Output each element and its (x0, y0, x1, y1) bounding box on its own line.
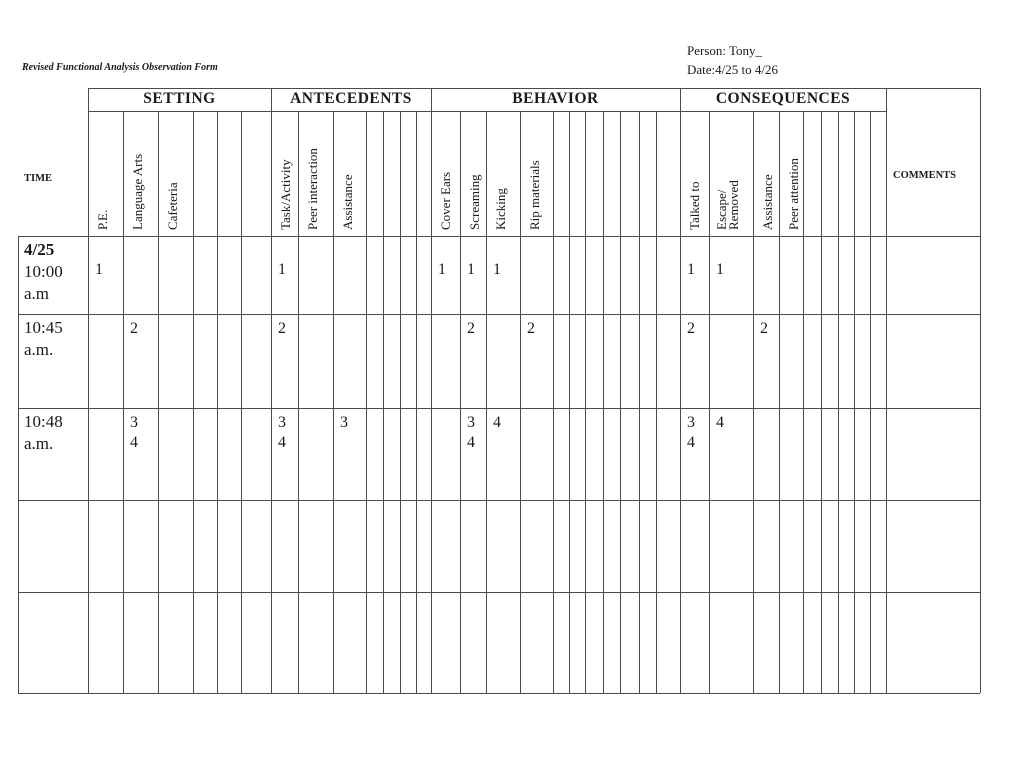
entry-talked-to: 3 4 (687, 414, 695, 451)
column-divider (620, 111, 621, 693)
column-divider (416, 111, 417, 693)
column-divider (639, 111, 640, 693)
entry-assistance-antecedent: 3 (340, 414, 348, 431)
group-header-consequences: CONSEQUENCES (715, 90, 851, 107)
row-time: 10:00 a.m (24, 262, 63, 303)
entry-pe: 1 (95, 261, 103, 278)
column-label-consequences-0: Talked to (687, 181, 702, 230)
column-label-consequences-2: Assistance (760, 174, 775, 230)
row-divider (18, 500, 980, 501)
column-divider (553, 111, 554, 693)
row-divider (18, 693, 980, 694)
column-divider (680, 88, 681, 693)
column-divider (333, 111, 334, 693)
column-label-behavior-2: Kicking (493, 188, 508, 230)
entry-task-activity: 1 (278, 261, 286, 278)
entry-screaming: 2 (467, 320, 475, 337)
row-time: 10:48 a.m. (24, 412, 63, 453)
person-field: Person: Tony_ (687, 43, 763, 58)
form-title: Revised Functional Analysis Observation Form (22, 62, 218, 73)
entry-task-activity: 3 4 (278, 414, 286, 451)
row-time: 10:45 a.m. (24, 318, 63, 359)
column-divider (821, 111, 822, 693)
column-divider (431, 88, 432, 693)
group-header-setting: SETTING (143, 90, 216, 107)
column-divider (886, 88, 887, 693)
group-header-antecedents: ANTECEDENTS (290, 90, 412, 107)
entry-language-arts: 3 4 (130, 414, 138, 451)
entry-screaming: 1 (467, 261, 475, 278)
column-divider (88, 88, 89, 693)
column-divider (271, 88, 272, 693)
column-divider (400, 111, 401, 693)
column-label-setting-2: Cafeteria (165, 182, 180, 230)
column-label-antecedents-2: Assistance (340, 174, 355, 230)
row-divider (18, 314, 980, 315)
comments-header: COMMENTS (893, 170, 956, 181)
column-divider (779, 111, 780, 693)
column-label-setting-1: Language Arts (130, 153, 145, 230)
column-divider (298, 111, 299, 693)
column-label-antecedents-0: Task/Activity (278, 159, 293, 230)
group-header-underline (271, 111, 431, 112)
entry-kicking: 4 (493, 414, 501, 431)
column-divider (366, 111, 367, 693)
column-divider (656, 111, 657, 693)
group-header-underline (680, 111, 886, 112)
column-label-behavior-0: Cover Ears (438, 171, 453, 230)
column-divider (753, 111, 754, 693)
column-divider (158, 111, 159, 693)
group-header-behavior: BEHAVIOR (512, 90, 599, 107)
column-label-behavior-1: Screaming (467, 174, 482, 230)
column-divider (18, 236, 19, 693)
column-label-consequences-3: Peer attention (786, 158, 801, 230)
column-divider (460, 111, 461, 693)
column-divider (193, 111, 194, 693)
group-header-underline (431, 111, 680, 112)
time-header: TIME (24, 173, 53, 184)
column-divider (838, 111, 839, 693)
column-label-consequences-1: Escape/ Removed (714, 180, 741, 230)
column-divider (854, 111, 855, 693)
entry-escape-removed: 4 (716, 414, 724, 431)
column-divider (870, 111, 871, 693)
column-divider (709, 111, 710, 693)
row-date: 4/25 (24, 240, 55, 259)
column-divider (520, 111, 521, 693)
row-divider (18, 408, 980, 409)
column-divider (980, 88, 981, 693)
group-header-underline (88, 111, 271, 112)
entry-escape-removed: 1 (716, 261, 724, 278)
column-label-setting-0: P.E. (95, 209, 110, 230)
column-divider (585, 111, 586, 693)
column-divider (603, 111, 604, 693)
entry-language-arts: 2 (130, 320, 138, 337)
entry-screaming: 3 4 (467, 414, 475, 451)
entry-talked-to: 2 (687, 320, 695, 337)
entry-kicking: 1 (493, 261, 501, 278)
row-divider (18, 592, 980, 593)
entry-talked-to: 1 (687, 261, 695, 278)
entry-cover-ears: 1 (438, 261, 446, 278)
column-divider (569, 111, 570, 693)
column-label-behavior-3: Rip materials (527, 160, 542, 230)
entry-task-activity: 2 (278, 320, 286, 337)
entry-rip-materials: 2 (527, 320, 535, 337)
column-divider (486, 111, 487, 693)
column-divider (123, 111, 124, 693)
column-divider (217, 111, 218, 693)
column-divider (383, 111, 384, 693)
entry-assistance-consequence: 2 (760, 320, 768, 337)
column-divider (241, 111, 242, 693)
column-label-antecedents-1: Peer interaction (305, 148, 320, 230)
column-divider (803, 111, 804, 693)
date-range-field: Date:4/25 to 4/26 (687, 62, 778, 77)
table-top-border (88, 88, 980, 89)
row-divider (18, 236, 980, 237)
